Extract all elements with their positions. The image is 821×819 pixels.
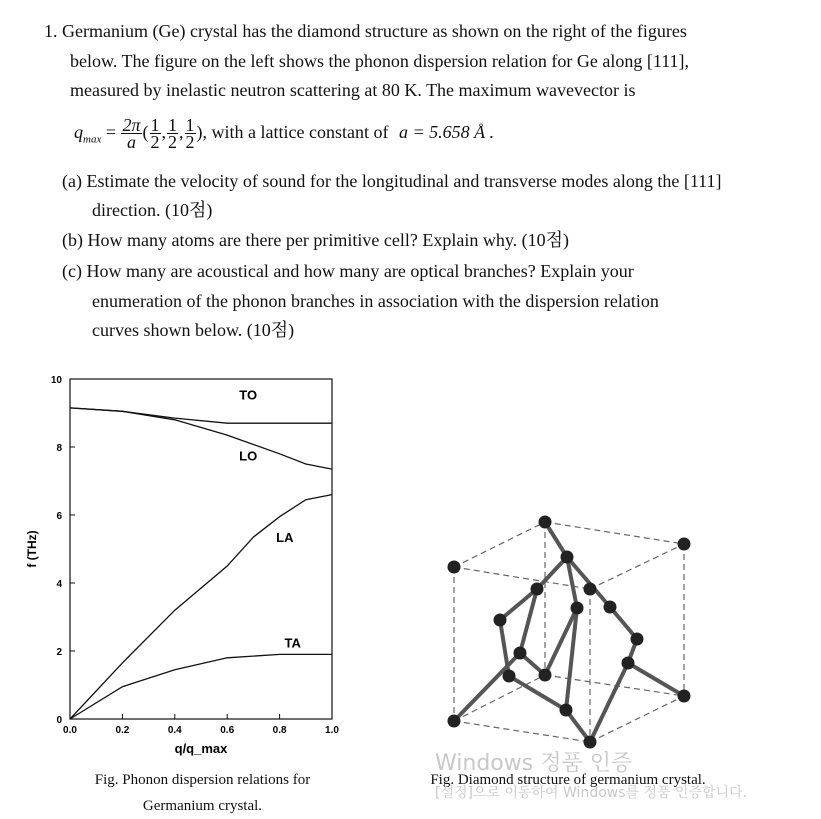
diamond-structure-figure [430,505,710,765]
eq-lattice-constant: a = 5.658 Å . [398,122,495,142]
part-c-line-3: curves shown below. (10점) [92,320,295,340]
x-axis-label: q/q_max [174,741,228,756]
series-label-la: LA [276,530,294,546]
eq-q-sub: max [83,133,102,146]
y-tick-label: 6 [56,511,62,522]
question-line-3: measured by inelastic neutron scattering at 80 K. The maximum wavevector is [70,80,636,100]
watermark-subtitle: [설정]으로 이동하여 Windows를 정품 인증합니다. [435,785,748,801]
x-tick-label: 1.0 [325,725,339,736]
eq-frac-half-1: $\frac{1}{2}$ [150,115,160,153]
eq-q: q [74,122,83,142]
x-tick-label: 0.6 [220,725,235,736]
y-tick-label: 8 [56,443,62,454]
eq-tail: , with a lattice constant of [202,122,389,142]
y-axis-label: f (THz) [25,530,39,568]
series-line-la [70,495,332,719]
left-caption-line-1: Fig. Phonon dispersion relations for [94,772,311,788]
question-line-2: below. The figure on the left shows the phonon dispersion relation for Ge along [111], [70,51,690,71]
series-label-lo: LO [239,448,258,464]
x-tick-label: 0.2 [115,725,130,736]
plot-frame [70,379,332,719]
qmax-equation: $q_{max}$ = $\frac{2\pi}{a}$ ( $\frac{1}{2}$ , $\frac{1}{2}$ , $\frac{1}{2}$ ), with a lattice constant of a = 5.658 Å . [74,115,495,153]
right-figure-caption: Fig. Diamond structure of germanium crystal. [430,772,706,788]
eq-frac-half-2: $\frac{1}{2}$ [168,115,178,153]
y-tick-label: 10 [50,375,62,386]
phonon-dispersion-chart [20,365,345,765]
y-tick-label: 4 [56,579,62,590]
series-label-to: TO [239,387,258,403]
x-tick-label: 0.4 [167,725,182,736]
part-b-line-1: (b) How many atoms are there per primitive cell? Explain why. (10점) [62,230,570,250]
series-label-ta: TA [284,635,301,651]
eq-frac-2pi-a: $\frac{2\pi}{a}$ [122,115,141,153]
y-tick-label: 2 [56,647,62,658]
eq-equals: = [105,122,116,142]
part-c-line-2: enumeration of the phonon branches in association with the dispersion relation [92,291,659,311]
series-line-ta [70,654,332,719]
watermark-title: Windows 정품 인증 [435,751,633,776]
part-c-line-1: (c) How many are acoustical and how many are optical branches? Explain your [62,261,634,281]
x-tick-label: 0.8 [272,725,287,736]
series-line-lo [70,408,332,469]
question-text-1: Germanium (Ge) crystal has the diamond structure as shown on the right of the figures [62,21,687,41]
y-tick-label: 0 [56,715,62,726]
eq-frac-half-3: $\frac{1}{2}$ [185,115,195,153]
question-line-1 [44,20,687,42]
part-a-line-1: (a) Estimate the velocity of sound for the longitudinal and transverse modes along the [111] [62,171,722,191]
left-figure-caption [70,767,335,819]
x-tick-label: 0.0 [63,725,77,736]
part-a-line-2: direction. (10점) [92,200,213,220]
left-caption-line-2: Germanium crystal. [142,798,263,814]
atoms [448,516,691,749]
question-number: 1. [44,21,58,41]
